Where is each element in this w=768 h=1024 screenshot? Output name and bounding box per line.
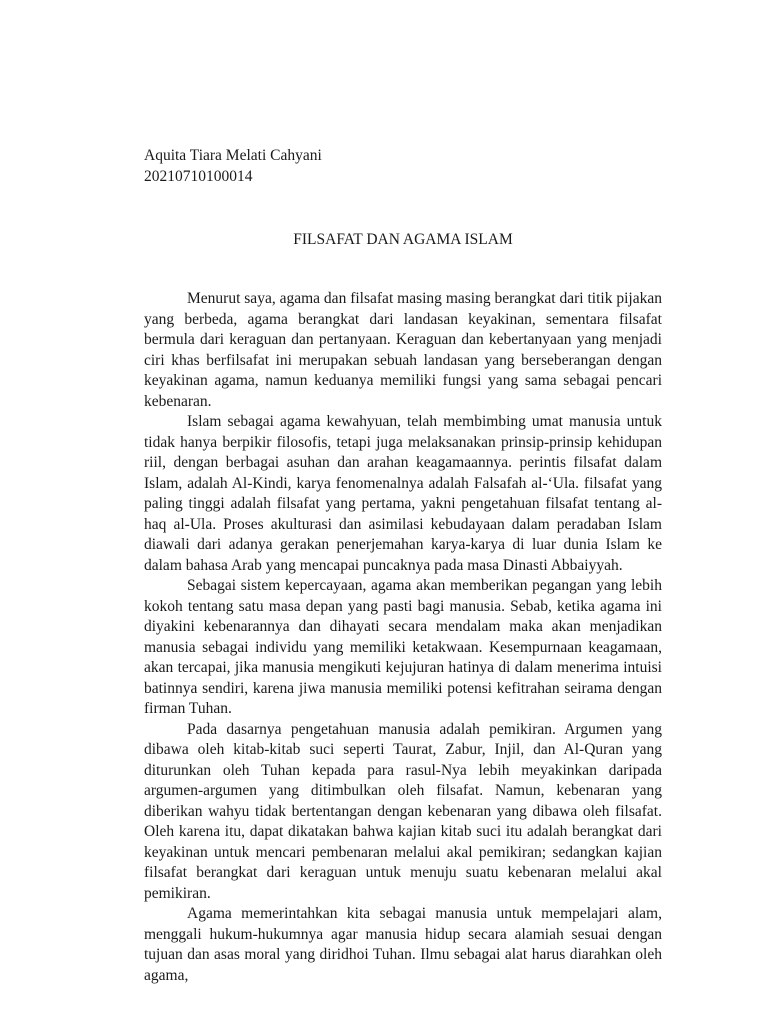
document-title: FILSAFAT DAN AGAMA ISLAM	[293, 231, 513, 248]
author-name: Aquita Tiara Melati Cahyani	[144, 147, 322, 164]
paragraph: Menurut saya, agama dan filsafat masing masing berangkat dari titik pijakan yang berbeda, agama berangkat dari landasan keyakinan, sementara filsafat bermula dari keraguan dan pertanyaan. Keraguan dan kebertanyaan yang menjadi ciri khas berfilsafat ini merupakan sebuah landasan yang berseberangan dengan keyakinan agama, namun keduanya memiliki fungsi yang sama sebagai pencari kebenaran.	[144, 290, 662, 410]
paragraph: Islam sebagai agama kewahyuan, telah membimbing umat manusia untuk tidak hanya berpikir filosofis, tetapi juga melaksanakan prinsip-prinsip kehidupan riil, dengan berbagai asuhan dan arahan keagamaannya. perintis filsafat dalam Islam, adalah Al-Kindi, karya fenomenalnya adalah Falsafah al-‘Ula. filsafat yang paling tinggi adalah filsafat yang pertama, yakni pengetahuan filsafat tentang al-haq al-Ula. Proses akulturasi dan asimilasi kebudayaan dalam peradaban Islam diawali dari adanya gerakan penerjemahan karya-karya di luar dunia Islam ke dalam bahasa Arab yang mencapai puncaknya pada masa Dinasti Abbaiyyah.	[144, 413, 662, 574]
author-block	[144, 145, 322, 187]
paragraph: Pada dasarnya pengetahuan manusia adalah pemikiran. Argumen yang dibawa oleh kitab-kitab suci seperti Taurat, Zabur, Injil, dan Al-Quran yang diturunkan oleh Tuhan kepada para rasul-Nya lebih meyakinkan daripada argumen-argumen yang ditimbulkan oleh filsafat. Namun, kebenaran yang diberikan wahyu tidak bertentangan dengan kebenaran yang dibawa oleh filsafat. Oleh karena itu, dapat dikatakan bahwa kajian kitab suci itu adalah berangkat dari keyakinan untuk mencari pembenaran melalui akal pemikiran; sedangkan kajian filsafat berangkat dari keraguan untuk menuju suatu kebenaran melalui akal pemikiran.	[144, 720, 662, 902]
document-body	[144, 289, 662, 986]
paragraph: Agama memerintahkan kita sebagai manusia untuk mempelajari alam, menggali hukum-hukumnya agar manusia hidup secara alamiah sesuai dengan tujuan dan asas moral yang diridhoi Tuhan. Ilmu sebagai alat harus diarahkan oleh agama,	[144, 905, 662, 984]
student-id: 20210710100014	[144, 168, 253, 185]
paragraph: Sebagai sistem kepercayaan, agama akan memberikan pegangan yang lebih kokoh tentang satu masa depan yang pasti bagi manusia. Sebab, ketika agama ini diyakini kebenarannya dan dihayati secara mendalam maka akan menjadikan manusia sebagai individu yang memiliki ketakwaan. Kesempurnaan keagamaan, akan tercapai, jika manusia mengikuti kejujuran hatinya di dalam menerima intuisi batinnya sendiri, karena jiwa manusia memiliki potensi kefitrahan seirama dengan firman Tuhan.	[144, 577, 662, 717]
